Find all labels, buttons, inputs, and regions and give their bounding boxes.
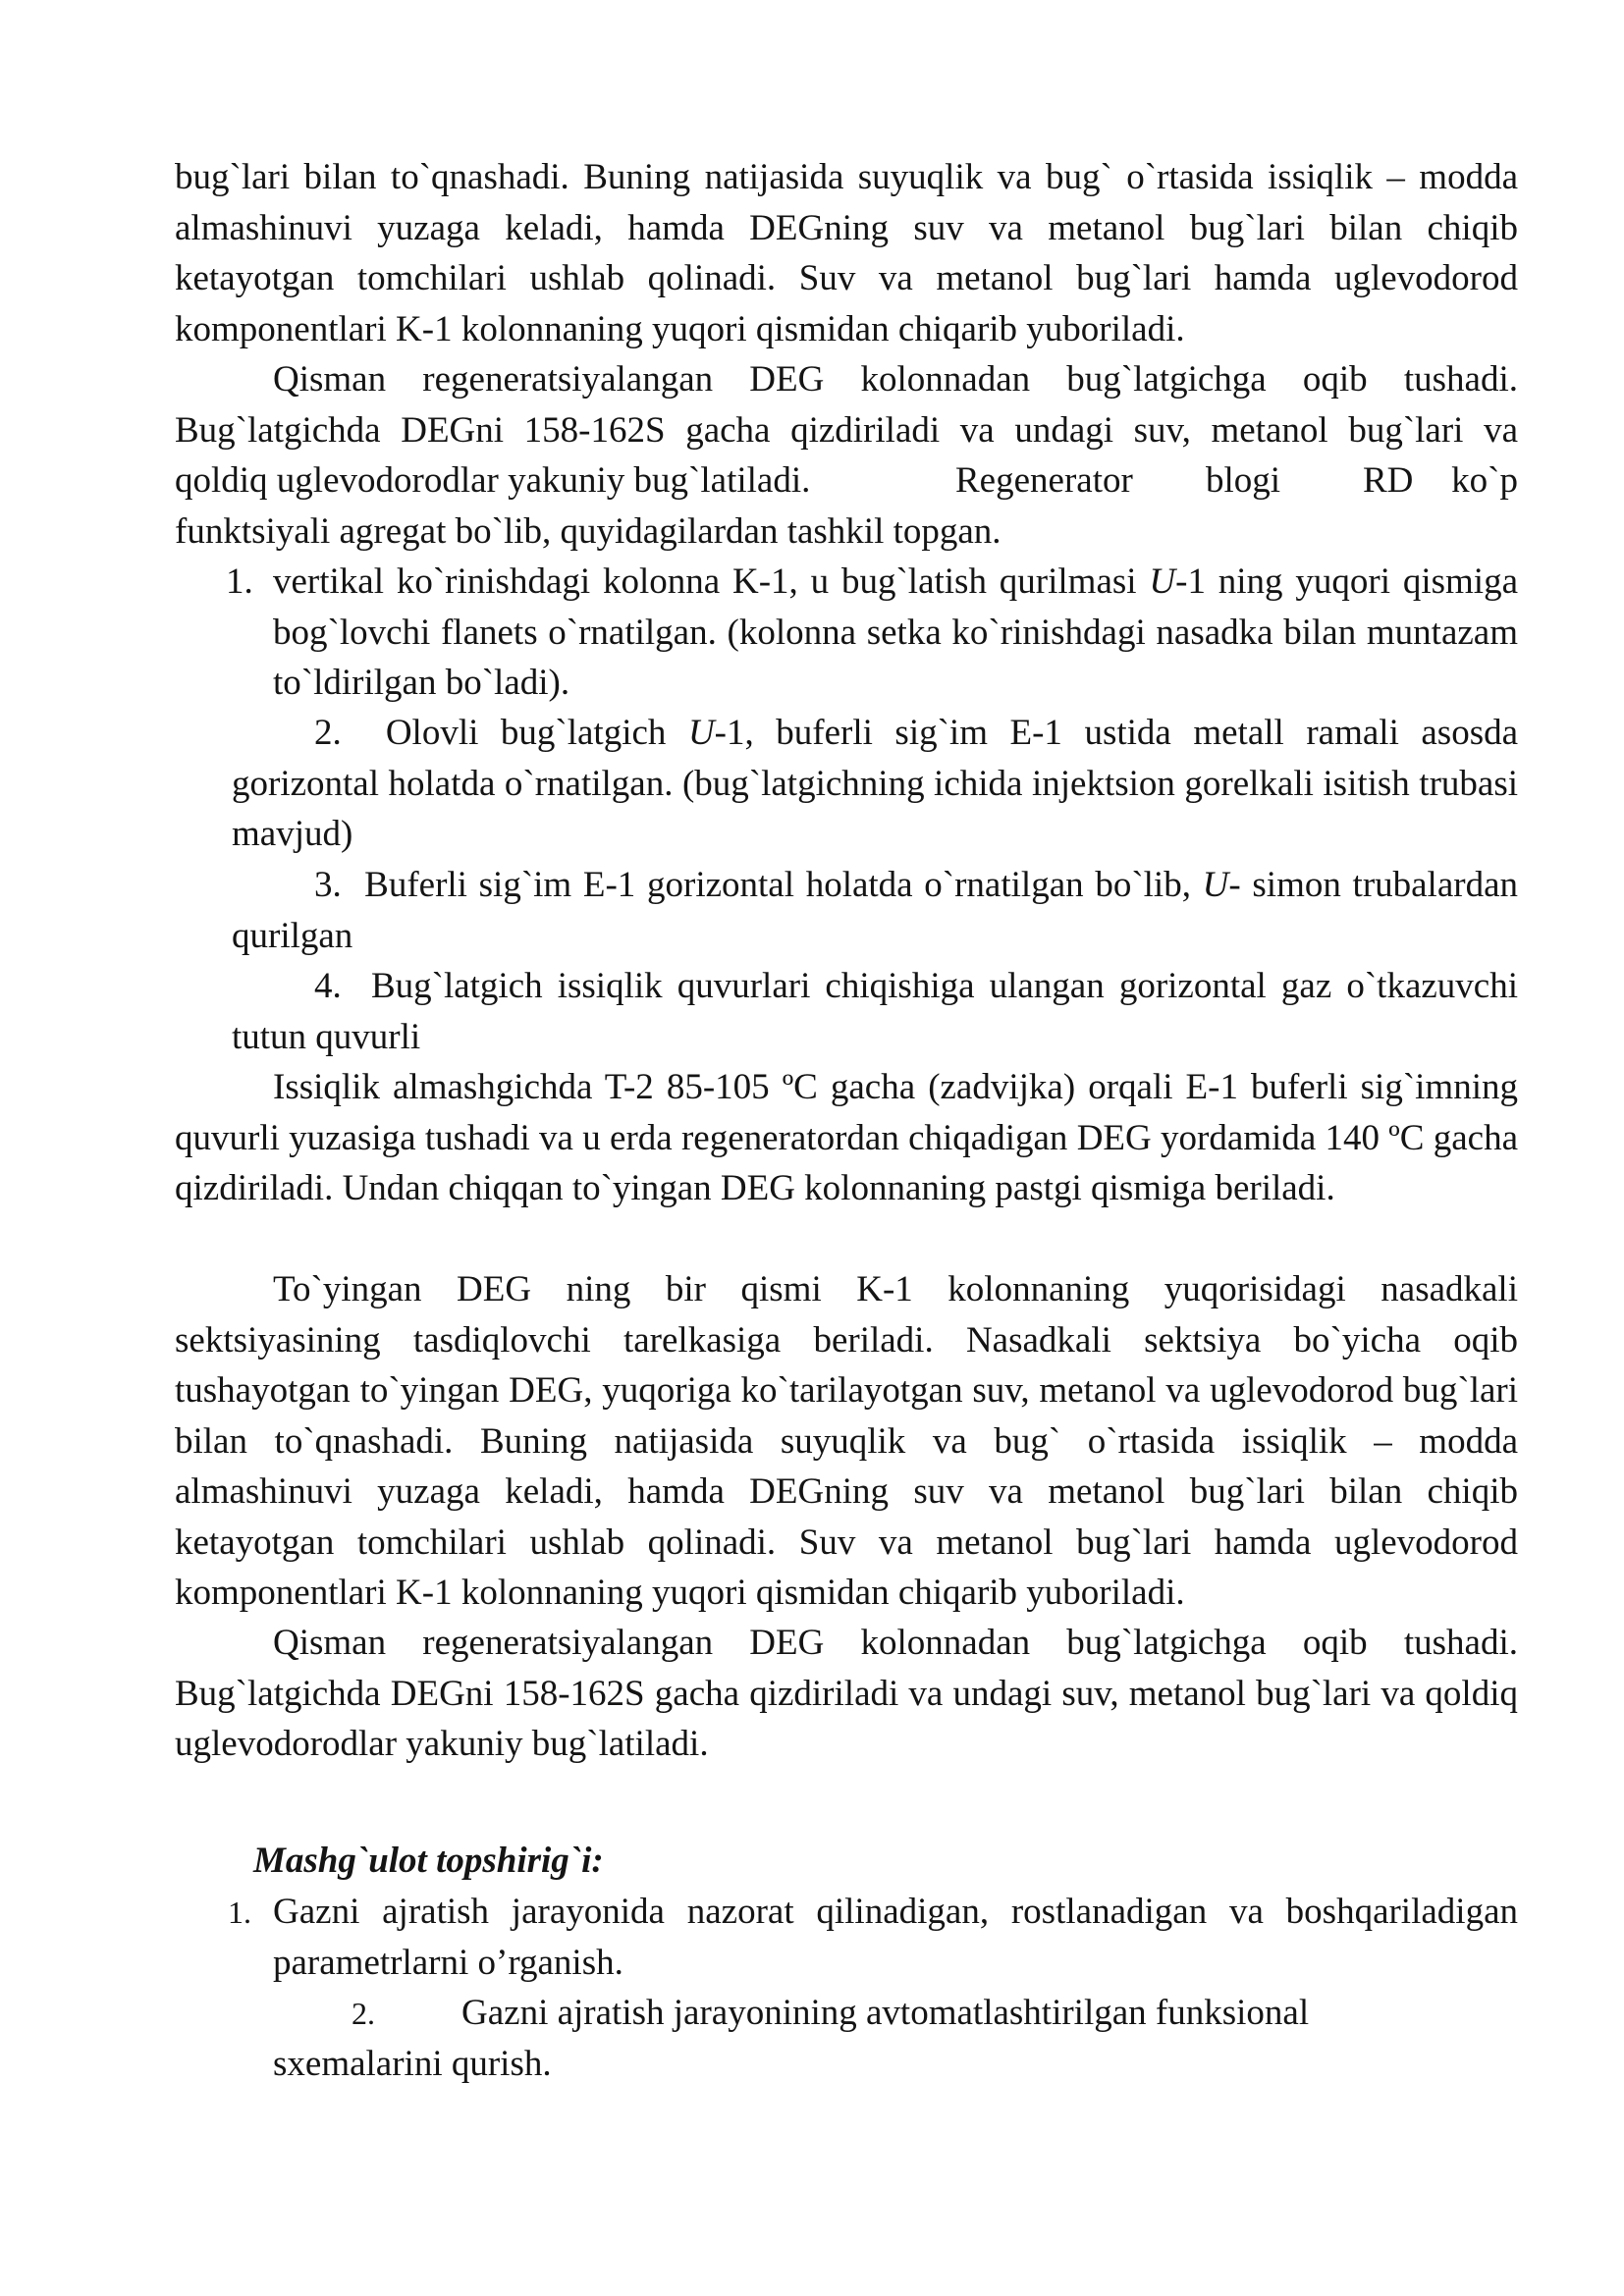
task-item-1-text: Gazni ajratish jarayonida nazorat qilinadigan, rostlanadigan va boshqariladigan parametrlarni o’rganish. xyxy=(273,1892,1518,1983)
list-item-1-number: 1. xyxy=(226,561,253,602)
paragraph-4: To`yingan DEG ning bir qismi K-1 kolonnaning yuqorisidagi nasadkali sektsiyasining tasdiqlovchi tarelkasiga beriladi. Nasadkali sektsiya bo`yicha oqib tushayotgan to`yingan DEG, yuqoriga ko`tarilayotgan suv, metanol va uglevodorod bug`lari bilan to`qnashadi. Buning natijasida suyuqlik va bug` o`rtasida issiqlik – modda almashinuvi yuzaga keladi, hamda DEGning suv va metanol bug`lari bilan chiqib ketayotgan tomchilari ushlab qolinadi. Suv va metanol bug`lari hamda uglevodorod komponentlari K-1 kolonnaning yuqori qismidan chiqarib yuboriladi. xyxy=(175,1269,1518,1613)
paragraph-5: Qisman regeneratsiyalangan DEG kolonnadan bug`latgichga oqib tushadi. Bug`latgichda DEGni 158-162S gacha qizdiriladi va undagi suv, metanol bug`lari va qoldiq uglevodorodlar yakuniy bug`latiladi. xyxy=(175,1623,1518,1764)
list-item-3-text: 3. Buferli sig`im E-1 gorizontal holatda o`rnatilgan bo`lib, U- simon trubalardan qurilgan xyxy=(232,865,1519,956)
task-heading: Mashg`ulot topshirig`i: xyxy=(253,1841,604,1881)
kop-word: ko`p xyxy=(1451,460,1518,501)
blogi-word: blogi xyxy=(1206,460,1281,501)
paragraph-2-line-4: funktsiyali agregat bo`lib, quyidagilardan tashkil topgan. xyxy=(175,510,1001,552)
paragraph-2-line-1: Qisman regeneratsiyalangan DEG kolonnadan bug`latgichga oqib tushadi. xyxy=(273,359,1518,400)
rd-word: RD xyxy=(1363,460,1414,501)
task-item-2-line-1: Gazni ajratish jarayonining avtomatlashtirilgan funksional xyxy=(461,1993,1310,2033)
paragraph-3: Issiqlik almashgichda T-2 85-105 ºC gacha (zadvijka) orqali E-1 buferli sig`imning quvurli yuzasiga tushadi va u erda regeneratordan chiqadigan DEG yordamida 140 ºC gacha qizdiriladi. Undan chiqqan to`yingan DEG kolonnaning pastgi qismiga beriladi. xyxy=(175,1067,1518,1208)
paragraph-2-line-2: Bug`latgichda DEGni 158-162S gacha qizdiriladi va undagi suv, metanol bug`lari va xyxy=(175,409,1518,451)
paragraph-1: bug`lari bilan to`qnashadi. Buning natijasida suyuqlik va bug` o`rtasida issiqlik – modda almashinuvi yuzaga keladi, hamda DEGning suv va metanol bug`lari bilan chiqib ketayotgan tomchilari ushlab qolinadi. Suv va metanol bug`lari hamda uglevodorod komponentlari K-1 kolonnaning yuqori qismidan chiqarib yuboriladi. xyxy=(175,157,1518,349)
regenerator-word: Regenerator xyxy=(955,460,1133,501)
task-item-2-line-2: sxemalarini qurish. xyxy=(273,2044,552,2084)
paragraph-2-line-3-text: qoldiq uglevodorodlar yakuniy bug`latiladi. xyxy=(175,460,811,501)
list-item-1-text: vertikal ko`rinishdagi kolonna K-1, u bug`latish qurilmasi U-1 ning yuqori qismiga bog`lovchi flanets o`rnatilgan. (kolonna setka ko`rinishdagi nasadka bilan muntazam to`ldirilgan bo`ladi). xyxy=(273,561,1518,703)
task-item-2-number: 2. xyxy=(352,1996,375,2031)
paragraph-2-line-3 xyxy=(175,455,1518,507)
task-item-1-number: 1. xyxy=(228,1895,251,1930)
list-item-2-text: 2. Olovli bug`latgich U-1, buferli sig`im E-1 ustida metall ramali asosda gorizontal holatda o`rnatilgan. (bug`latgichning ichida injektsion gorelkali isitish trubasi mavjud) xyxy=(232,713,1519,854)
paragraph-2 xyxy=(175,354,1518,557)
list-item-4-text: 4. Bug`latgich issiqlik quvurlari chiqishiga ulangan gorizontal gaz o`tkazuvchi tutun quvurli xyxy=(232,966,1519,1057)
